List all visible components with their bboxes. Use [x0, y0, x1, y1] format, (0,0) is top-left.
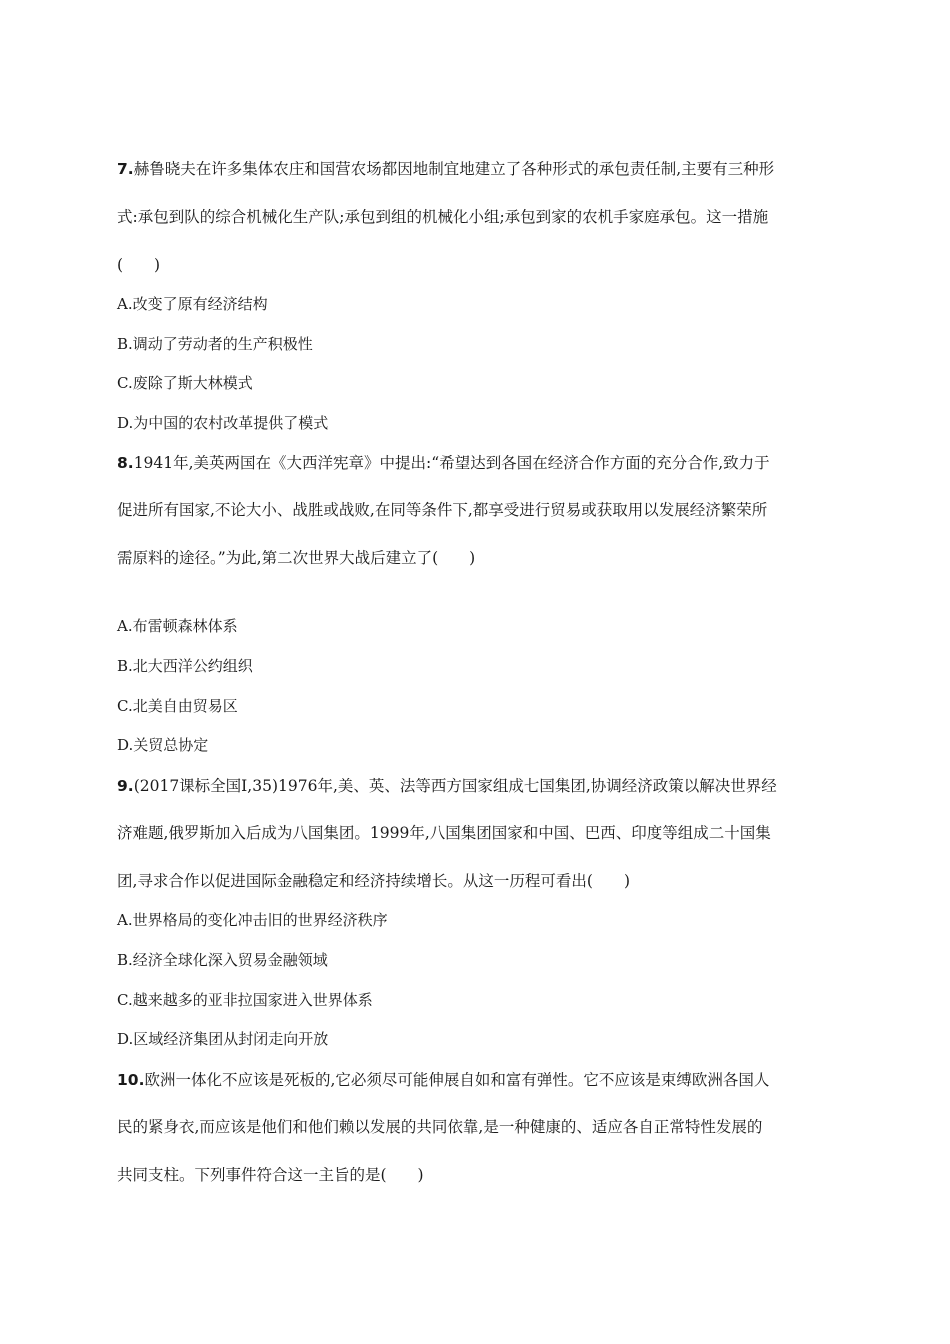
question-10-line-1 — [117, 1070, 769, 1090]
option-d: D.关贸总协定 — [117, 736, 209, 754]
question-text: 1941年,美英两国在《大西洋宪章》中提出:“希望达到各国在经济合作方面的充分合作,致力于 — [133, 454, 770, 472]
question-text: 欧洲一体化不应该是死板的,它必须尽可能伸展自如和富有弹性。它不应该是束缚欧洲各国人 — [144, 1071, 770, 1089]
question-9-line-3: 团,寻求合作以促进国际金融稳定和经济持续增长。从这一历程可看出( ) — [117, 872, 631, 890]
option-a: A.改变了原有经济结构 — [117, 295, 268, 313]
question-8-line-3: 需原料的途径。”为此,第二次世界大战后建立了( ) — [117, 549, 476, 567]
option-a: A.布雷顿森林体系 — [117, 617, 238, 635]
option-b: B.北大西洋公约组织 — [117, 657, 253, 675]
question-number: 7. — [117, 160, 134, 178]
question-number: 10. — [117, 1071, 145, 1089]
question-number: 8. — [117, 454, 134, 472]
question-10-line-3: 共同支柱。下列事件符合这一主旨的是( ) — [117, 1166, 424, 1184]
question-number: 9. — [117, 777, 134, 795]
question-7-answer-blank: ( ) — [117, 256, 161, 274]
question-7-line-1 — [117, 159, 774, 179]
question-7-line-2: 式:承包到队的综合机械化生产队;承包到组的机械化小组;承包到家的农机手家庭承包。这一措施 — [117, 208, 769, 226]
option-c: C.越来越多的亚非拉国家进入世界体系 — [117, 991, 373, 1009]
question-10-line-2: 民的紧身衣,而应该是他们和他们赖以发展的共同依靠,是一种健康的、适应各自正常特性发展的 — [117, 1118, 763, 1136]
option-b: B.经济全球化深入贸易金融领域 — [117, 951, 328, 969]
option-c: C.北美自由贸易区 — [117, 697, 238, 715]
option-d: D.为中国的农村改革提供了模式 — [117, 414, 329, 432]
question-9-line-1 — [117, 776, 777, 796]
question-text: (2017课标全国Ⅰ,35)1976年,美、英、法等西方国家组成七国集团,协调经济政策以解决世界经 — [133, 777, 777, 795]
option-d: D.区域经济集团从封闭走向开放 — [117, 1030, 329, 1048]
option-c: C.废除了斯大林模式 — [117, 374, 253, 392]
option-a: A.世界格局的变化冲击旧的世界经济秩序 — [117, 911, 388, 929]
question-9-line-2: 济难题,俄罗斯加入后成为八国集团。1999年,八国集团国家和中国、巴西、印度等组成二十国集 — [117, 824, 771, 842]
option-b: B.调动了劳动者的生产积极性 — [117, 335, 313, 353]
question-text: 赫鲁晓夫在许多集体农庄和国营农场都因地制宜地建立了各种形式的承包责任制,主要有三种形 — [133, 160, 775, 178]
question-8-line-1 — [117, 453, 770, 473]
question-8-line-2: 促进所有国家,不论大小、战胜或战败,在同等条件下,都享受进行贸易或获取用以发展经济繁荣所 — [117, 501, 768, 519]
